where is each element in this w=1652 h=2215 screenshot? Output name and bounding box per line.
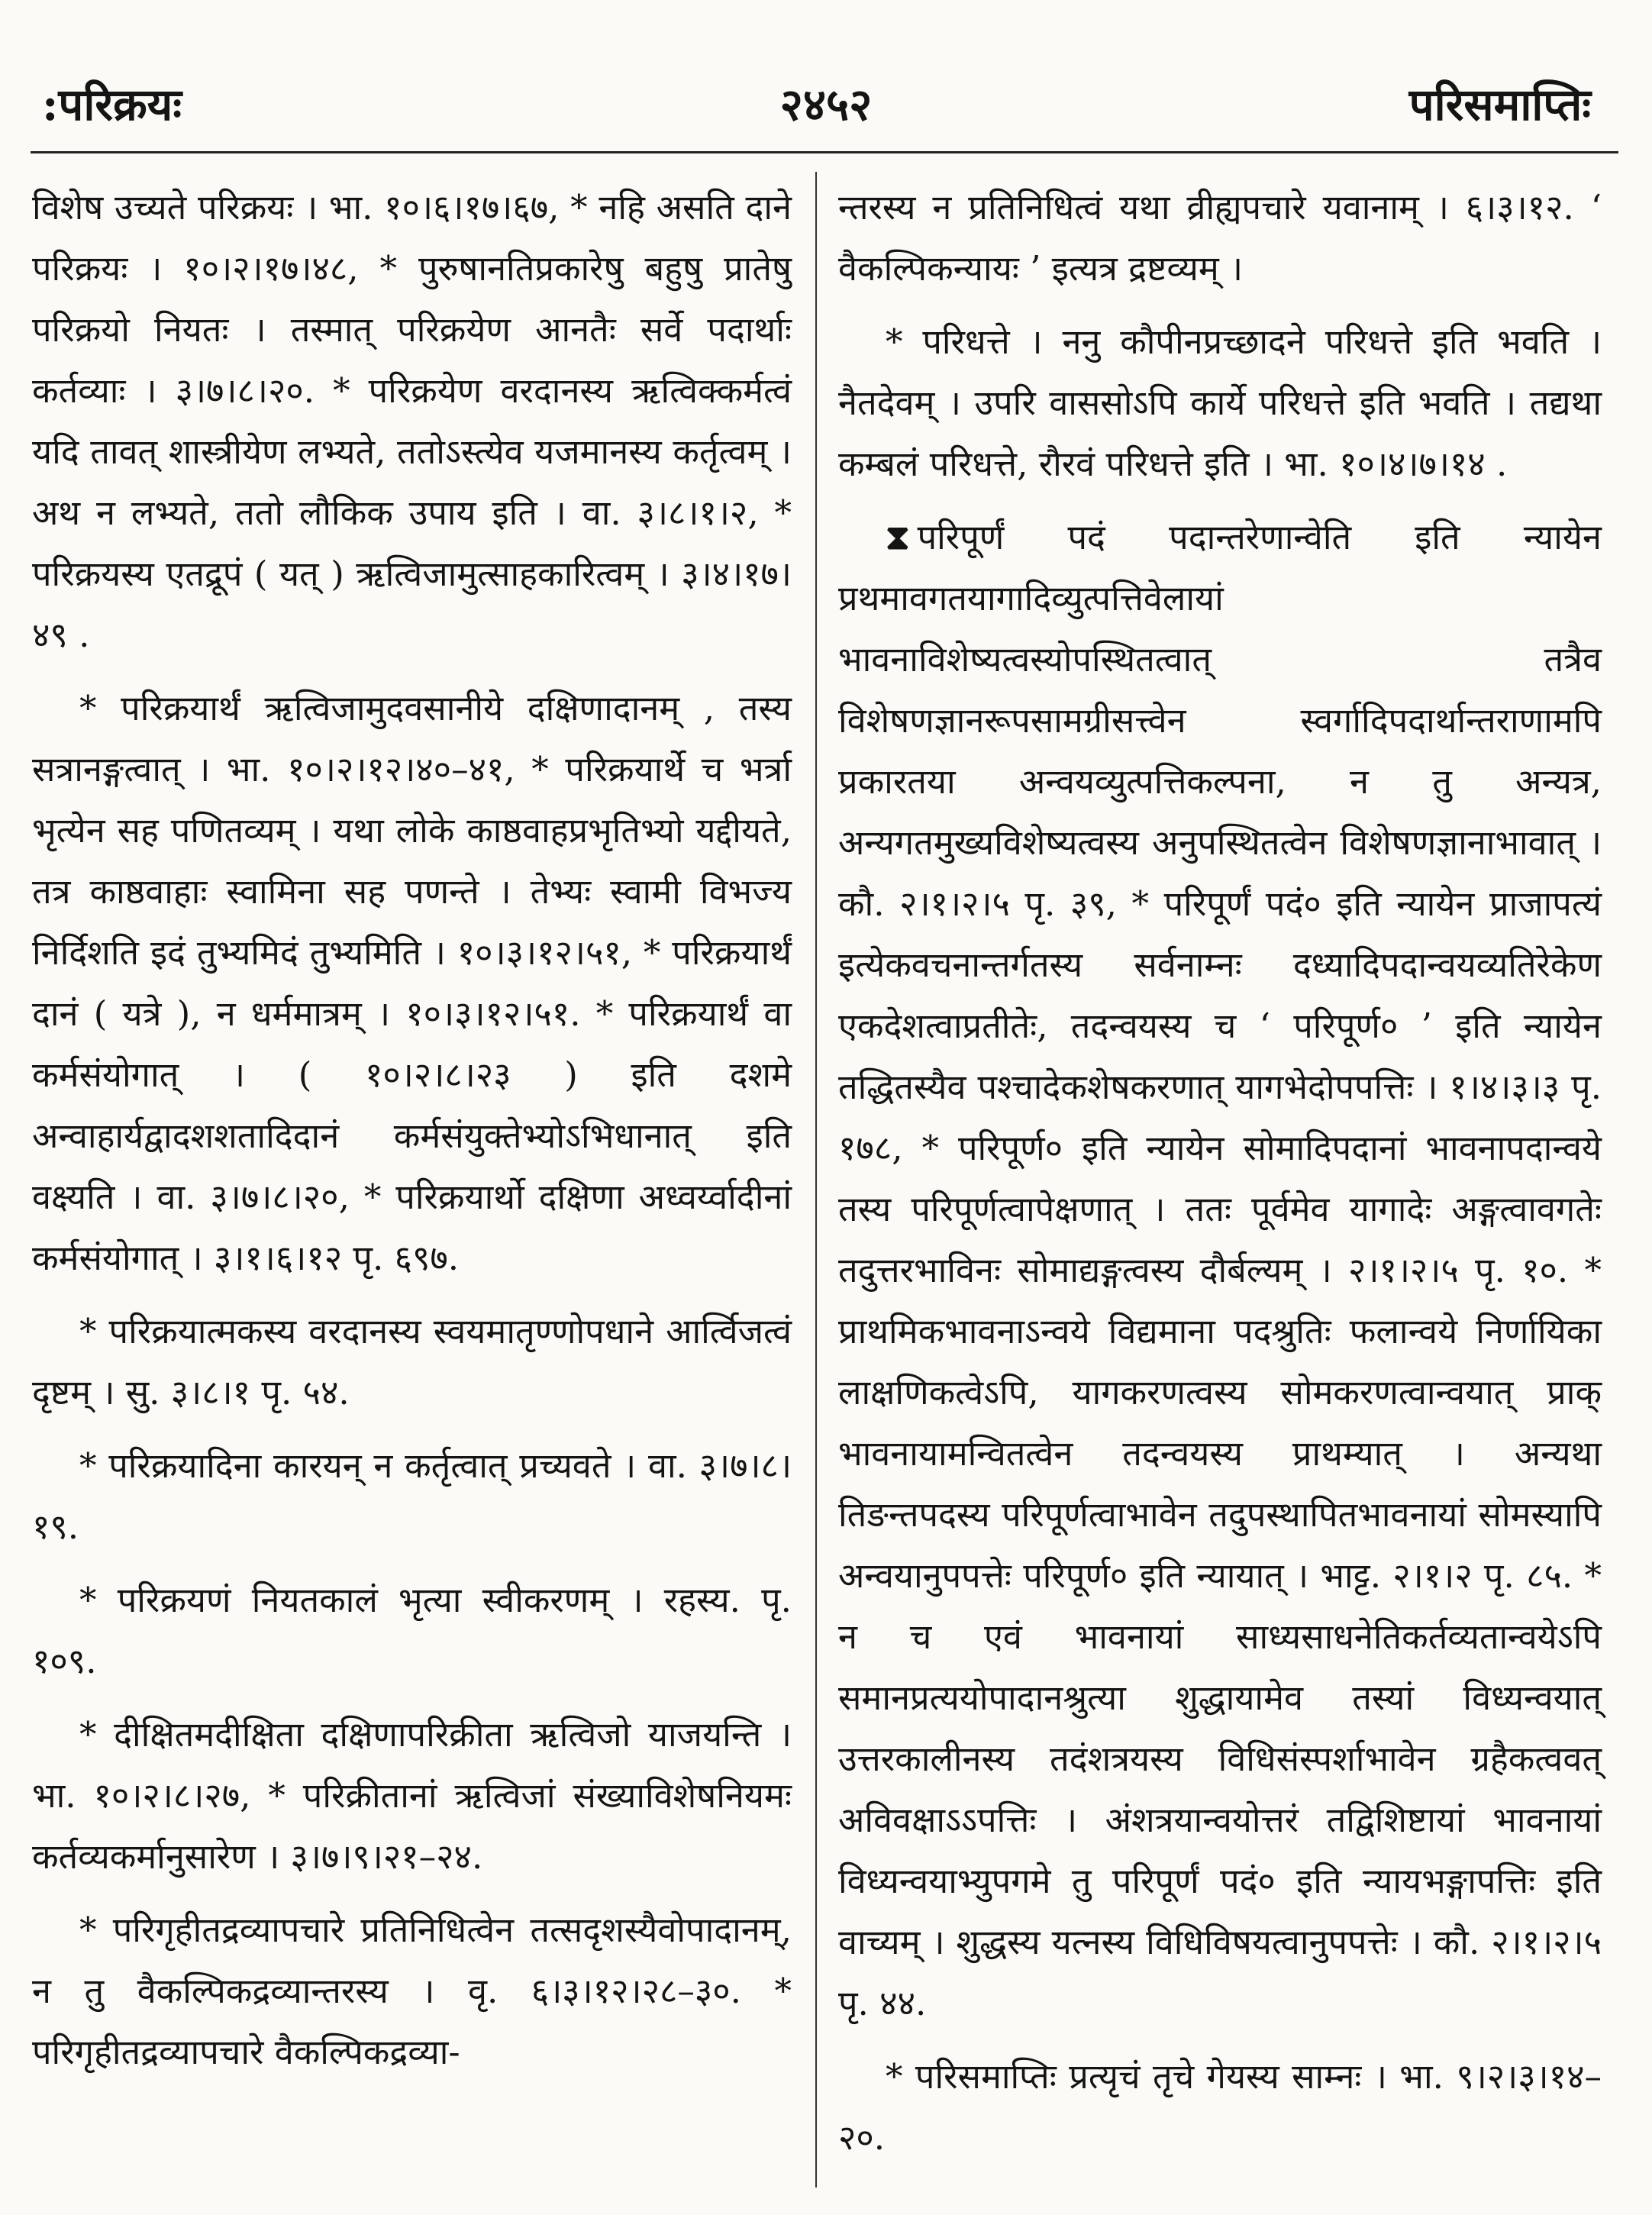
entry: * परिक्रयादिना कारयन् न कर्तृत्वात् प्रच्यवते । वा. ३।७।८।१९. [32, 1445, 792, 1547]
header-rule [31, 151, 1618, 153]
page-number: २४५२ [779, 79, 873, 131]
page-header [0, 73, 1652, 134]
entry: * परिगृहीतद्रव्यापचारे प्रतिनिधित्वेन तत्सदृशस्यैवोपादानम्, न तु वैकल्पिकद्रव्यान्तरस्य । वृ. ६।३।१२।२८–३०. * परिगृहीतद्रव्यापचारे वैकल्पिकद्रव्या- [32, 1910, 792, 2072]
header-left-keyword: :परिक्रयः [42, 79, 182, 131]
entry-text: परिपूर्णं पदं पदान्तरेणान्वेति इति न्यायेन प्रथमावगतयागादिव्युत्पत्तिवेलायां भावनाविशेष्यत्वस्योपस्थितत्वात् तत्रैव विशेषणज्ञानरूपसामग्रीसत्त्वेन स्वर्गादिपदार्थान्तराणामपि प्रकारतया अन्वयव्युत्पत्तिकल्पना, न तु अन्यत्र, अन्यगतमुख्यविशेष्यत्वस्य अनुपस्थितत्वेन विशेषणज्ञानाभावात् । कौ. २।१।२।५ पृ. ३९, * परिपूर्णं पदं० इति न्यायेन प्राजापत्यं इत्येकवचनान्तर्गतस्य सर्वनाम्नः दध्यादिपदान्वयव्यतिरेकेण एकदेशत्वाप्रतीतेः, तदन्वयस्य च ‘ परिपूर्ण० ’ इति न्यायेन तद्धितस्यैव पश्चादेकशेषकरणात् यागभेदोपपत्तिः । १।४।३।३ पृ. १७८, * परिपूर्ण० इति न्यायेन सोमादिपदानां भावनापदान्वये तस्य परिपूर्णत्वापेक्षणात् । ततः पूर्वमेव यागादेः अङ्गत्वावगतेः तदुत्तरभाविनः सोमाद्यङ्गत्वस्य दौर्बल्यम् । २।१।२।५ पृ. १०. * प्राथमिकभावनाऽन्वये विद्यमाना पदश्रुतिः फलान्वये निर्णायिका लाक्षणिकत्वेऽपि, यागकरणत्वस्य सोमकरणत्वान्वयात् प्राक् भावनायामन्वितत्वेन तदन्वयस्य प्राथम्यात् । अन्यथा तिङन्तपदस्य परिपूर्णत्वाभावेन तदुपस्थापितभावनायां सोमस्यापि अन्वयानुपपत्तेः परिपूर्ण० इति न्यायात् । भाट्ट. २।१।२ पृ. ८५. * न च एवं भावनायां साध्यसाधनेतिकर्तव्यतान्वयेऽपि समानप्रत्ययोपादानश्रुत्या शुद्धायामेव तस्यां विध्यन्वयात् उत्तरकालीनस्य तदंशत्रयस्य विधिसंस्पर्शाभावेन ग्रहैकत्ववत् अविवक्षाऽऽपत्तिः । अंशत्रयान्वयोत्तरं तद्विशिष्टायां भावनायां विध्यन्वयाभ्युपगमे तु परिपूर्णं पदं० इति न्यायभङ्गापत्तिः इति वाच्यम् । शुद्धस्य यत्नस्य विधिविषयत्वानुपपत्तेः । कौ. २।१।२।५ पृ. ४४. [838, 517, 1602, 2023]
entry: न्तरस्य न प्रतिनिधित्वं यथा व्रीह्यपचारे यवानाम् । ६।३।१२. ‘ वैकल्पिकन्यायः ’ इत्यत्र द्रष्टव्यम् । [838, 187, 1602, 289]
entry: * परिक्रयार्थं ऋत्विजामुदवसानीये दक्षिणादानम् , तस्य सत्रानङ्गत्वात् । भा. १०।२।१२।४०–४१, * परिक्रयार्थे च भर्त्रा भृत्येन सह पणितव्यम् । यथा लोके काष्ठवाहप्रभृतिभ्यो यद्दीयते, तत्र काष्ठवाहाः स्वामिना सह पणन्ते । तेभ्यः स्वामी विभज्य निर्दिशति इदं तुभ्यमिदं तुभ्यमिति । १०।३।१२।५१, * परिक्रयार्थं दानं ( यत्रे ), न धर्ममात्रम् । १०।३।१२।५१. * परिक्रयार्थं वा कर्मसंयोगात् । ( १०।२।८।२३ ) इति दशमे अन्वाहार्यद्वादशशतादिदानं कर्मसंयुक्तेभ्योऽभिधानात् इति वक्ष्यति । वा. ३।७।८।२०, * परिक्रयार्थो दक्षिणा अध्वर्य्वादीनां कर्मसंयोगात् । ३।१।६।१२ पृ. ६९७. [32, 688, 792, 1278]
entry: * दीक्षितमदीक्षिता दक्षिणापरिक्रीता ऋत्विजो याजयन्ति । भा. १०।२।८।२७, * परिक्रीतानां ऋत्विजां संख्याविशेषनियमः कर्तव्यकर्मानुसारेण । ३।७।९।२१–२४. [32, 1714, 792, 1877]
left-column [32, 177, 792, 2095]
entry: * परिधत्ते । ननु कौपीनप्रच्छादने परिधत्ते इति भवति । नैतदेवम् । उपरि वाससोऽपि कार्ये परिधत्ते इति भवति । तद्यथा कम्बलं परिधत्ते, रौरवं परिधत्ते इति । भा. १०।४।७।१४ . [838, 321, 1602, 484]
entry-with-section-mark [838, 507, 1602, 2034]
header-right-keyword: परिसमाप्तिः [1408, 79, 1591, 131]
entry: * परिक्रयणं नियतकालं भृत्या स्वीकरणम् । रहस्य. पृ. १०९. [32, 1580, 792, 1681]
column-divider [815, 172, 817, 2188]
entry: * परिसमाप्तिः प्रत्यृचं तृचे गेयस्य साम्नः । भा. ९।२।३।१४–२०. [838, 2056, 1602, 2158]
entry: * परिक्रयात्मकस्य वरदानस्य स्वयमातृण्णोपधाने आर्त्विजत्वं दृष्टम् । सु. ३।८।१ पृ. ५४. [32, 1311, 792, 1413]
entry: विशेष उच्यते परिक्रयः । भा. १०।६।१७।६७, * नहि असति दाने परिक्रयः । १०।२।१७।४८, * पुरुषानतिप्रकारेषु बहुषु प्रातेषु परिक्रयो नियतः । तस्मात् परिक्रयेण आनतैः सर्वे पदार्थाः कर्तव्याः । ३।७।८।२०. * परिक्रयेण वरदानस्य ऋत्विक्कर्मत्वं यदि तावत् शास्त्रीयेण लभ्यते, ततोऽस्त्येव यजमानस्य कर्तृत्वम् । अथ न लभ्यते, ततो लौकिक उपाय इति । वा. ३।८।१।२, * परिक्रयस्य एतद्रूपं ( यत् ) ऋत्विजामुत्साहकारित्वम् । ३।४।१७।४९ . [32, 187, 792, 655]
right-column [838, 177, 1602, 2181]
section-mark-icon: ⧗ [886, 517, 910, 557]
